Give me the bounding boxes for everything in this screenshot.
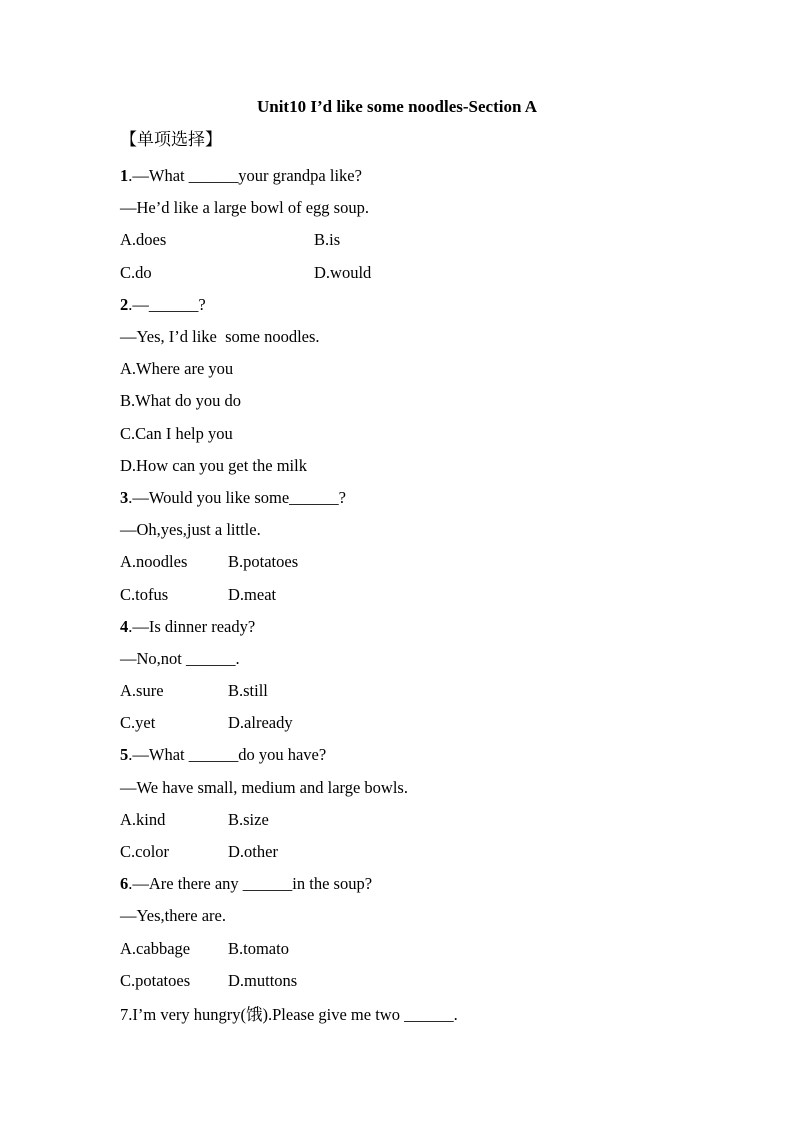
question-3-reply: —Oh,yes,just a little. (120, 520, 261, 539)
option-c: C.color (120, 842, 170, 861)
option-c: C.potatoes (120, 971, 191, 990)
question-number: 1 (120, 166, 129, 185)
option-a: A.cabbage (120, 939, 191, 958)
option-d: D.How can you get the milk (120, 456, 307, 475)
option-d: D.already (228, 713, 293, 732)
question-text: .—Are there any ______in the soup? (128, 874, 373, 893)
option-d: D.muttons (228, 971, 298, 990)
question-text: .—Would you like some______? (128, 488, 346, 507)
question-number: 2 (120, 295, 129, 314)
question-1-reply: —He’d like a large bowl of egg soup. (120, 198, 369, 217)
option-b: B.is (314, 230, 341, 249)
option-c: C.yet (120, 713, 156, 732)
option-d: D.would (314, 263, 372, 282)
question-number: 5 (120, 745, 129, 764)
question-text: .—Is dinner ready? (128, 617, 256, 636)
option-d: D.other (228, 842, 278, 861)
question-6-prompt (120, 873, 372, 895)
option-b: B.size (228, 810, 269, 829)
option-b: B.tomato (228, 939, 289, 958)
option-a: A.kind (120, 810, 166, 829)
question-number: 6 (120, 874, 129, 893)
option-a: A.does (120, 230, 167, 249)
option-a: A.sure (120, 681, 164, 700)
question-7-prompt: 7.I’m very hungry(饿).Please give me two ______. (120, 1005, 458, 1024)
question-text: .—______? (128, 295, 206, 314)
option-c: C.tofus (120, 585, 169, 604)
question-2-prompt (120, 294, 206, 316)
option-c: C.Can I help you (120, 424, 233, 443)
option-a: A.noodles (120, 552, 188, 571)
question-text: .—What ______do you have? (128, 745, 327, 764)
question-5-reply: —We have small, medium and large bowls. (120, 778, 408, 797)
question-6-reply: —Yes,there are. (120, 906, 227, 925)
question-number: 3 (120, 488, 129, 507)
question-4-reply: —No,not ______. (120, 649, 240, 668)
option-a: A.Where are you (120, 359, 234, 378)
question-number: 4 (120, 617, 129, 636)
question-text: .—What ______your grandpa like? (128, 166, 362, 185)
question-1-prompt (120, 165, 362, 187)
question-5-prompt (120, 744, 326, 766)
question-3-prompt (120, 487, 346, 509)
section-header: 【单项选择】 (120, 130, 222, 150)
document-title: Unit10 I’d like some noodles-Section A (256, 97, 538, 116)
option-b: B.What do you do (120, 391, 241, 410)
question-2-reply: —Yes, I’d like some noodles. (120, 327, 320, 346)
option-c: C.do (120, 263, 152, 282)
option-b: B.potatoes (228, 552, 299, 571)
option-d: D.meat (228, 585, 277, 604)
option-b: B.still (228, 681, 268, 700)
question-4-prompt (120, 616, 255, 638)
